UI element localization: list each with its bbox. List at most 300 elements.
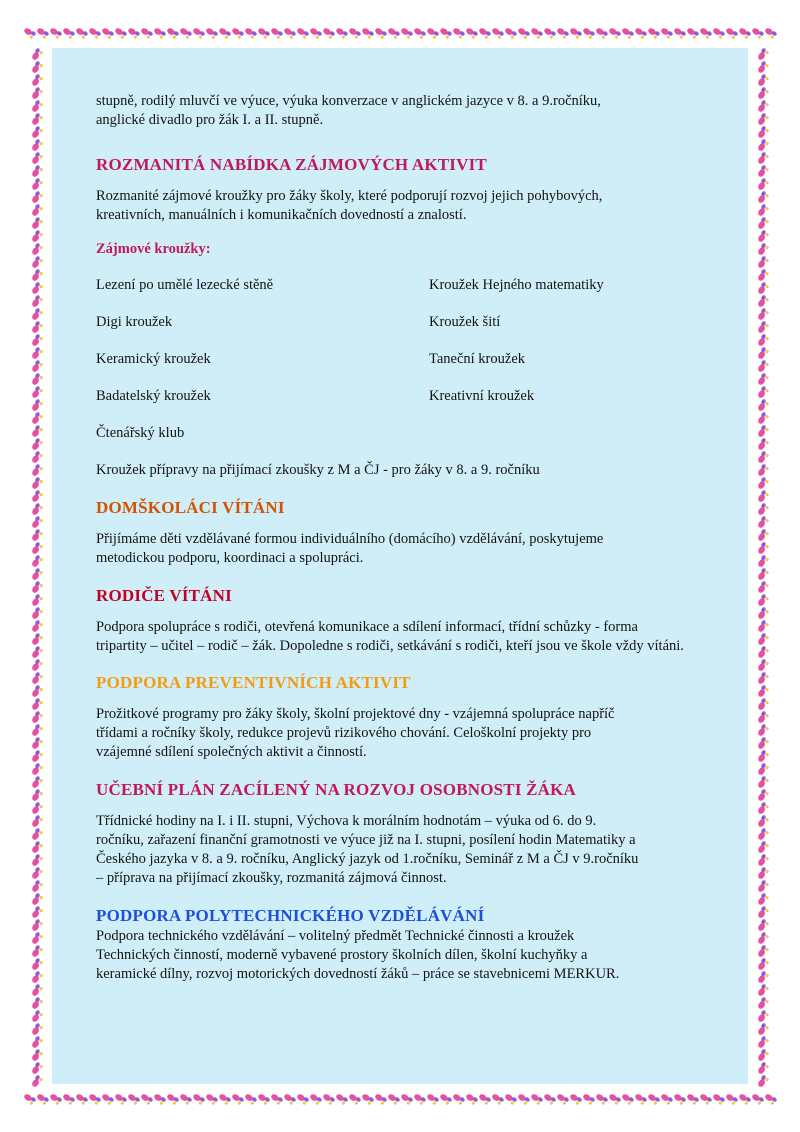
candy-ornament-icon [30,1074,43,1088]
candy-ornament-icon [30,424,43,438]
plan-line-4: – příprava na přijímací zkoušky, rozmanitá zájmová činnost. [96,870,447,886]
rodice-line-2: tripartity – učitel – rodič – žák. Dopoledne s rodiči, setkávání s rodiči, kteří jsou ve škole vždy vítáni. [96,638,684,654]
candy-ornament-icon [30,1035,43,1049]
page-panel [52,48,748,1084]
candy-ornament-icon [756,632,769,646]
candy-ornament-icon [30,944,43,958]
candy-ornament-icon [607,1092,621,1105]
heading-prevence: PODPORA PREVENTIVNÍCH AKTIVIT [96,673,411,692]
candy-ornament-icon [30,86,43,100]
candy-ornament-icon [620,26,634,39]
candy-ornament-icon [756,554,769,568]
candy-ornament-icon [438,26,452,39]
prevence-line-2: třídami a ročníky školy, redukce projevů rizikového chování. Celoškolní projekty pro [96,725,592,741]
candy-ornament-icon [724,1092,738,1105]
plan-paragraph [96,812,736,888]
candy-ornament-icon [113,26,127,39]
candy-ornament-icon [756,320,769,334]
candy-ornament-icon [30,788,43,802]
candy-ornament-icon [756,60,769,74]
candy-ornament-icon [756,190,769,204]
candy-ornament-icon [568,26,582,39]
ornament-border-right [748,18,778,1114]
document-content [96,92,736,984]
candy-ornament-icon [30,554,43,568]
candy-ornament-icon [756,216,769,230]
candy-ornament-icon [756,177,769,191]
candy-ornament-icon [756,502,769,516]
rodice-line-1: Podpora spolupráce s rodiči, otevřená komunikace a sdílení informací, třídní schůzky - forma [96,619,638,635]
candy-ornament-icon [633,26,647,39]
candy-ornament-icon [756,814,769,828]
candy-ornament-icon [464,26,478,39]
candy-ornament-icon [490,1092,504,1105]
candy-ornament-icon [529,1092,543,1105]
rodice-paragraph [96,618,736,656]
candy-ornament-icon [256,1092,270,1105]
candy-ornament-icon [399,1092,413,1105]
candy-ornament-icon [756,203,769,217]
candy-ornament-icon [756,73,769,87]
candy-ornament-icon [87,1092,101,1105]
candy-ornament-icon [334,1092,348,1105]
candy-ornament-icon [672,26,686,39]
candy-ornament-icon [30,892,43,906]
candy-ornament-icon [581,1092,595,1105]
candy-ornament-icon [30,242,43,256]
candy-ornament-icon [74,26,88,39]
candy-ornament-icon [295,1092,309,1105]
candy-ornament-icon [30,294,43,308]
candy-ornament-icon [30,112,43,126]
heading-zajmove-aktivity: ROZMANITÁ NABÍDKA ZÁJMOVÝCH AKTIVIT [96,155,487,174]
candy-ornament-icon [386,1092,400,1105]
candy-ornament-icon [243,26,257,39]
candy-ornament-icon [756,671,769,685]
candy-ornament-icon [30,658,43,672]
candy-ornament-icon [756,567,769,581]
candy-ornament-icon [30,814,43,828]
candy-ornament-icon [126,26,140,39]
candy-ornament-icon [698,1092,712,1105]
candy-ornament-icon [756,346,769,360]
ornament-border-left [22,18,52,1114]
candy-ornament-icon [178,1092,192,1105]
candy-ornament-icon [756,1061,769,1075]
candy-ornament-border-icon [748,18,778,1114]
candy-ornament-icon [347,26,361,39]
candy-ornament-icon [711,26,725,39]
candy-ornament-icon [30,528,43,542]
candy-ornament-icon [503,26,517,39]
plan-line-1: Třídnické hodiny na I. i II. stupni, Výchova k morálním hodnotám – výuka od 6. do 9. [96,813,597,829]
club-item: Taneční kroužek [429,351,526,367]
candy-ornament-icon [659,1092,673,1105]
heading-ucebni-plan: UČEBNÍ PLÁN ZACÍLENÝ NA ROZVOJ OSOBNOSTI ŽÁKA [96,780,577,799]
candy-ornament-icon [30,411,43,425]
heading-rodice: RODIČE VÍTÁNI [96,586,232,605]
zajmove-line-1: Rozmanité zájmové kroužky pro žáky školy, které podporují rozvoj jejich pohybových, [96,188,603,204]
candy-ornament-icon [555,26,569,39]
candy-ornament-icon [30,502,43,516]
candy-ornament-icon [568,1092,582,1105]
candy-ornament-icon [30,879,43,893]
candy-ornament-icon [607,26,621,39]
intro-line-2: anglické divadlo pro žák I. a II. stupně. [96,112,324,128]
candy-ornament-icon [30,99,43,113]
candy-ornament-icon [30,1022,43,1036]
candy-ornament-icon [30,281,43,295]
candy-ornament-icon [30,138,43,152]
club-item: Kreativní kroužek [429,388,535,404]
candy-ornament-icon [30,398,43,412]
candy-ornament-icon [256,26,270,39]
candy-ornament-icon [756,1009,769,1023]
candy-ornament-icon [269,26,283,39]
candy-ornament-icon [581,26,595,39]
plan-line-2: ročníku, zařazení finanční gramotnosti ve výuce již na I. stupni, posílení hodin Matematiky a [96,832,636,848]
candy-ornament-icon [477,26,491,39]
candy-ornament-icon [30,710,43,724]
candy-ornament-icon [756,775,769,789]
candy-ornament-icon [756,879,769,893]
candy-ornament-icon [756,580,769,594]
candy-ornament-icon [756,697,769,711]
candy-ornament-icon [30,736,43,750]
candy-ornament-icon [756,957,769,971]
candy-ornament-icon [30,632,43,646]
candy-ornament-icon [30,177,43,191]
candy-ornament-icon [30,593,43,607]
domskolaci-line-2: metodickou podporu, koordinaci a spolupráci. [96,550,364,566]
candy-ornament-icon [30,1048,43,1062]
candy-ornament-icon [756,866,769,880]
candy-ornament-icon [30,606,43,620]
candy-ornament-icon [30,372,43,386]
candy-ornament-icon [646,1092,660,1105]
candy-ornament-icon [30,619,43,633]
candy-ornament-icon [347,1092,361,1105]
candy-ornament-icon [30,450,43,464]
candy-ornament-icon [438,1092,452,1105]
candy-ornament-icon [756,736,769,750]
candy-ornament-icon [30,918,43,932]
ornament-border-top [22,18,778,48]
candy-ornament-icon [756,489,769,503]
club-item: Čtenářský klub [96,425,185,441]
club-item: Digi kroužek [96,314,173,330]
candy-ornament-icon [100,26,114,39]
subheading-zajmove-krouzky: Zájmové kroužky: [96,241,211,257]
domskolaci-paragraph [96,530,736,568]
candy-ornament-icon [30,346,43,360]
club-item: Badatelský kroužek [96,388,211,404]
candy-ornament-icon [30,125,43,139]
polytech-line-1: Podpora technického vzdělávání – volitelný předmět Technické činnosti a kroužek [96,928,575,944]
candy-ornament-icon [30,957,43,971]
candy-ornament-icon [756,307,769,321]
candy-ornament-icon [555,1092,569,1105]
candy-ornament-icon [756,411,769,425]
candy-ornament-icon [282,26,296,39]
prevence-paragraph [96,705,736,762]
prevence-line-1: Prožitkové programy pro žáky školy, školní projektové dny - vzájemná spolupráce napříč [96,706,615,722]
candy-ornament-icon [633,1092,647,1105]
candy-ornament-icon [756,983,769,997]
candy-ornament-icon [30,749,43,763]
candy-ornament-icon [756,762,769,776]
club-item: Keramický kroužek [96,351,211,367]
candy-ornament-icon [756,372,769,386]
candy-ornament-icon [698,26,712,39]
candy-ornament-icon [685,26,699,39]
candy-ornament-icon [756,749,769,763]
candy-ornament-icon [30,216,43,230]
candy-ornament-icon [646,26,660,39]
candy-ornament-icon [165,1092,179,1105]
candy-ornament-icon [178,26,192,39]
candy-ornament-icon [516,1092,530,1105]
candy-ornament-icon [756,931,769,945]
candy-ornament-icon [756,463,769,477]
candy-ornament-icon [30,515,43,529]
candy-ornament-icon [672,1092,686,1105]
candy-ornament-icon [30,359,43,373]
candy-ornament-icon [217,1092,231,1105]
candy-ornament-icon [30,541,43,555]
candy-ornament-icon [756,242,769,256]
candy-ornament-icon [30,268,43,282]
candy-ornament-icon [139,1092,153,1105]
candy-ornament-icon [308,1092,322,1105]
candy-ornament-icon [756,1022,769,1036]
candy-ornament-icon [594,26,608,39]
candy-ornament-icon [756,827,769,841]
candy-ornament-icon [30,866,43,880]
intro-paragraph [96,92,736,130]
candy-ornament-icon [503,1092,517,1105]
candy-ornament-icon [100,1092,114,1105]
club-extra: Kroužek přípravy na přijímací zkoušky z M a ČJ - pro žáky v 8. a 9. ročníku [96,462,540,478]
candy-ornament-icon [529,26,543,39]
candy-ornament-icon [30,762,43,776]
candy-ornament-icon [30,1061,43,1075]
candy-ornament-icon [756,333,769,347]
candy-ornament-icon [30,151,43,165]
candy-ornament-icon [30,463,43,477]
candy-ornament-icon [756,138,769,152]
candy-ornament-icon [756,255,769,269]
candy-ornament-icon [30,580,43,594]
zajmove-paragraph [96,187,736,225]
candy-ornament-icon [360,1092,374,1105]
candy-ornament-icon [30,320,43,334]
heading-polytech: PODPORA POLYTECHNICKÉHO VZDĚLÁVÁNÍ [96,906,485,925]
candy-ornament-icon [711,1092,725,1105]
candy-ornament-icon [30,1009,43,1023]
polytech-line-3: keramické dílny, rozvoj motorických dovedností žáků – práce se stavebnicemi MERKUR. [96,966,620,982]
candy-ornament-icon [756,151,769,165]
candy-ornament-icon [756,788,769,802]
candy-ornament-icon [756,281,769,295]
candy-ornament-icon [30,385,43,399]
candy-ornament-icon [30,203,43,217]
candy-ornament-icon [230,26,244,39]
candy-ornament-border-icon [22,18,778,48]
candy-ornament-icon [30,853,43,867]
domskolaci-line-1: Přijímáme děti vzdělávané formou individuálního (domácího) vzdělávání, poskytujeme [96,531,604,547]
candy-ornament-icon [756,1048,769,1062]
candy-ornament-icon [756,294,769,308]
candy-ornament-icon [542,26,556,39]
candy-ornament-icon [30,970,43,984]
candy-ornament-icon [756,1035,769,1049]
candy-ornament-icon [321,1092,335,1105]
candy-ornament-icon [61,1092,75,1105]
candy-ornament-icon [756,86,769,100]
candy-ornament-icon [30,437,43,451]
candy-ornament-icon [269,1092,283,1105]
candy-ornament-icon [30,931,43,945]
candy-ornament-icon [30,684,43,698]
candy-ornament-icon [30,190,43,204]
candy-ornament-icon [756,164,769,178]
plan-line-3: Českého jazyka v 8. a 9. ročníku, Anglický jazyk od 1.ročníku, Seminář z M a ČJ v 9.ročníku [96,851,639,867]
polytech-line-2: Technických činností, moderně vybavené prostory školních dílen, školní kuchyňky a [96,947,588,963]
club-item: Kroužek Hejného matematiky [429,277,604,293]
candy-ornament-icon [594,1092,608,1105]
candy-ornament-icon [756,892,769,906]
candy-ornament-icon [756,970,769,984]
candy-ornament-icon [756,918,769,932]
candy-ornament-icon [412,1092,426,1105]
candy-ornament-icon [30,307,43,321]
candy-ornament-icon [360,26,374,39]
candy-ornament-icon [490,26,504,39]
candy-ornament-icon [152,26,166,39]
candy-ornament-icon [30,827,43,841]
candy-ornament-icon [139,26,153,39]
candy-ornament-icon [756,515,769,529]
candy-ornament-icon [399,26,413,39]
candy-ornament-icon [756,840,769,854]
candy-ornament-icon [165,26,179,39]
candy-ornament-icon [74,1092,88,1105]
candy-ornament-icon [516,26,530,39]
candy-ornament-icon [152,1092,166,1105]
candy-ornament-icon [756,541,769,555]
candy-ornament-border-icon [22,18,52,1114]
candy-ornament-icon [756,359,769,373]
candy-ornament-icon [756,944,769,958]
candy-ornament-icon [477,1092,491,1105]
candy-ornament-icon [724,26,738,39]
candy-ornament-icon [334,26,348,39]
candy-ornament-icon [30,567,43,581]
candy-ornament-icon [30,47,43,61]
candy-ornament-icon [30,723,43,737]
candy-ornament-icon [412,26,426,39]
candy-ornament-icon [425,1092,439,1105]
candy-ornament-icon [685,1092,699,1105]
candy-ornament-icon [756,710,769,724]
candy-ornament-icon [30,840,43,854]
candy-ornament-icon [756,684,769,698]
candy-ornament-icon [756,385,769,399]
prevence-line-3: vzájemné sdílení společných aktivit a činností. [96,744,367,760]
candy-ornament-icon [30,489,43,503]
candy-ornament-icon [308,26,322,39]
candy-ornament-icon [30,60,43,74]
candy-ornament-icon [756,476,769,490]
candy-ornament-icon [126,1092,140,1105]
candy-ornament-icon [756,606,769,620]
candy-ornament-icon [756,723,769,737]
candy-ornament-border-icon [22,1084,778,1114]
polytech-paragraph [96,927,736,984]
candy-ornament-icon [243,1092,257,1105]
candy-ornament-icon [30,801,43,815]
candy-ornament-icon [756,658,769,672]
candy-ornament-icon [204,1092,218,1105]
club-item: Kroužek šití [429,314,501,330]
candy-ornament-icon [30,671,43,685]
candy-ornament-icon [191,1092,205,1105]
candy-ornament-icon [451,26,465,39]
club-item: Lezení po umělé lezecké stěně [96,277,274,293]
candy-ornament-icon [30,996,43,1010]
candy-ornament-icon [295,26,309,39]
candy-ornament-icon [30,476,43,490]
candy-ornament-icon [191,26,205,39]
candy-ornament-icon [756,996,769,1010]
candy-ornament-icon [756,593,769,607]
candy-ornament-icon [756,125,769,139]
candy-ornament-icon [756,853,769,867]
candy-ornament-icon [756,801,769,815]
candy-ornament-icon [756,1074,769,1088]
candy-ornament-icon [30,645,43,659]
candy-ornament-icon [30,905,43,919]
candy-ornament-icon [756,398,769,412]
candy-ornament-icon [217,26,231,39]
candy-ornament-icon [756,99,769,113]
candy-ornament-icon [204,26,218,39]
candy-ornament-icon [756,450,769,464]
ornament-border-bottom [22,1084,778,1114]
candy-ornament-icon [451,1092,465,1105]
candy-ornament-icon [30,697,43,711]
candy-ornament-icon [373,1092,387,1105]
candy-ornament-icon [756,645,769,659]
candy-ornament-icon [756,229,769,243]
candy-ornament-icon [230,1092,244,1105]
candy-ornament-icon [756,112,769,126]
candy-ornament-icon [756,905,769,919]
heading-domskolaci: DOMŠKOLÁCI VÍTÁNI [96,498,285,517]
candy-ornament-icon [30,333,43,347]
candy-ornament-icon [61,26,75,39]
candy-ornament-icon [756,424,769,438]
candy-ornament-icon [30,229,43,243]
candy-ornament-icon [30,983,43,997]
candy-ornament-icon [373,26,387,39]
candy-ornament-icon [756,437,769,451]
candy-ornament-icon [756,619,769,633]
candy-ornament-icon [659,26,673,39]
candy-ornament-icon [620,1092,634,1105]
candy-ornament-icon [321,26,335,39]
